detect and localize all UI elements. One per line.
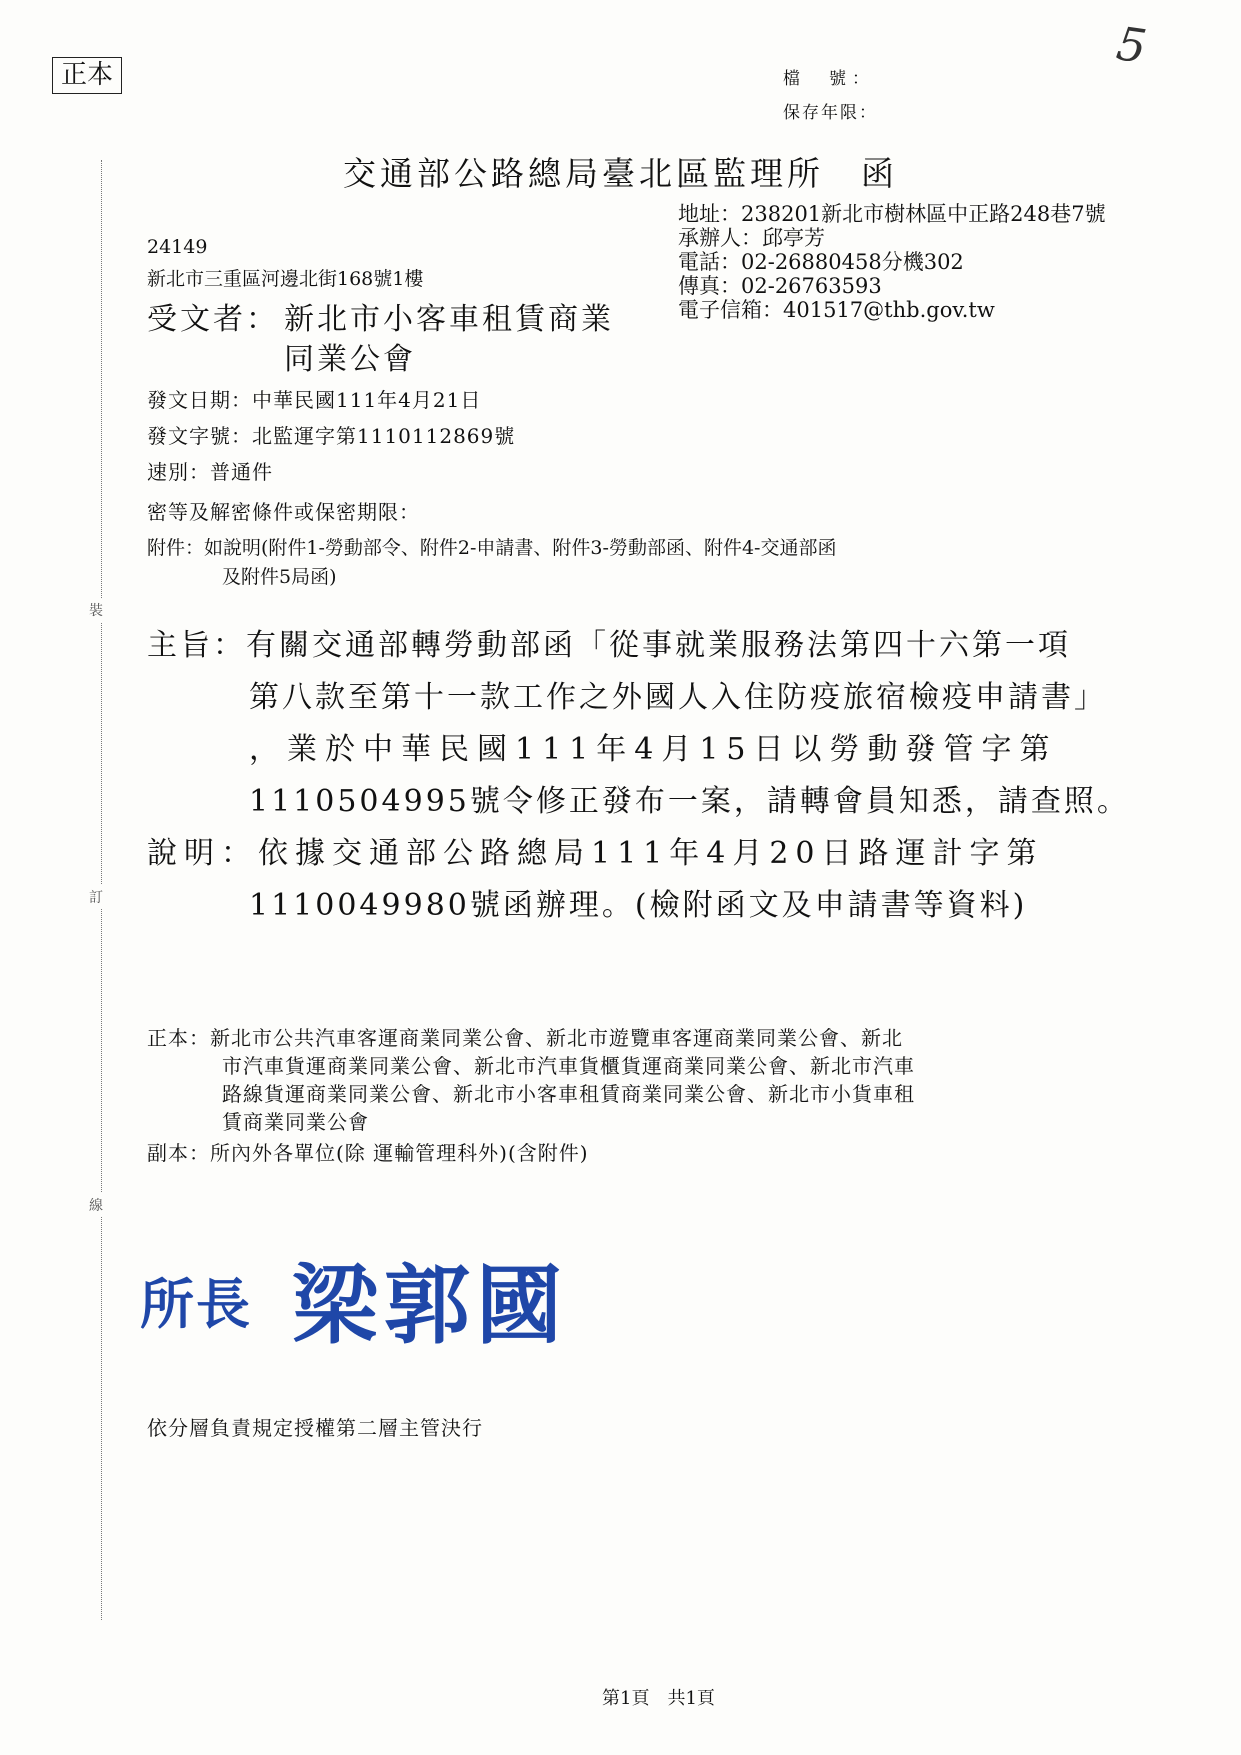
subject-line3: ，業於中華民國111年4月15日以勞動發管字第 bbox=[249, 732, 1058, 767]
original-copy-stamp: 正本 bbox=[52, 57, 122, 94]
original-recipients-line1: 正本：新北市公共汽車客運商業同業公會、新北市遊覽車客運商業同業公會、新北 bbox=[147, 1026, 903, 1050]
recipient-label: 受文者： bbox=[147, 302, 279, 337]
handler-line: 承辦人：邱亭芳 bbox=[678, 226, 825, 250]
email-line: 電子信箱：401517@thb.gov.tw bbox=[678, 298, 995, 322]
document-number: 發文字號：北監運字第1110112869號 bbox=[147, 424, 516, 448]
original-recipients-line2: 市汽車貨運商業同業公會、新北市汽車貨櫃貨運商業同業公會、新北市汽車 bbox=[222, 1054, 915, 1078]
binding-mark-ding: 訂 bbox=[89, 885, 103, 909]
director-title-signature: 所長 bbox=[140, 1272, 252, 1336]
issue-date: 發文日期：中華民國111年4月21日 bbox=[147, 388, 482, 412]
binding-mark-xian: 線 bbox=[89, 1193, 103, 1217]
delivery-speed: 速別：普通件 bbox=[147, 460, 273, 484]
subject-line1: 主旨：有關交通部轉勞動部函「從事就業服務法第四十六第一項 bbox=[147, 628, 1071, 663]
postal-code: 24149 bbox=[147, 236, 208, 258]
subject-line2: 第八款至第十一款工作之外國人入住防疫旅宿檢疫申請書」 bbox=[249, 680, 1107, 715]
subject-line4: 1110504995號令修正發布一案，請轉會員知悉，請查照。 bbox=[249, 784, 1130, 819]
explanation-line1: 說明：依據交通部公路總局111年4月20日路運計字第 bbox=[147, 836, 1044, 871]
handwritten-page-mark: 5 bbox=[1113, 16, 1150, 74]
carbon-copy-line: 副本：所內外各單位(除 運輸管理科外)(含附件) bbox=[147, 1141, 589, 1165]
recipient-name-line2: 同業公會 bbox=[284, 342, 416, 377]
page-number: 第1頁 共1頁 bbox=[602, 1688, 715, 1709]
phone-line: 電話：02-26880458分機302 bbox=[678, 250, 964, 274]
contact-info bbox=[678, 202, 1106, 322]
original-recipients-line3: 路線貨運商業同業公會、新北市小客車租賃商業同業公會、新北市小貨車租 bbox=[222, 1082, 915, 1106]
fax-line: 傳真：02-26763593 bbox=[678, 274, 882, 298]
document-title: 交通部公路總局臺北區監理所 函 bbox=[343, 154, 898, 193]
explanation-line2: 1110049980號函辦理。(檢附函文及申請書等資料) bbox=[249, 888, 1028, 923]
attachment-line2: 及附件5局函) bbox=[222, 566, 337, 588]
file-number-label: 檔 號： bbox=[783, 69, 875, 89]
attachment-line1: 附件：如說明(附件1-勞動部令、附件2-申請書、附件3-勞動部函、附件4-交通部函 bbox=[147, 537, 837, 559]
delegation-note: 依分層負責規定授權第二層主管決行 bbox=[147, 1416, 483, 1440]
recipient-name-line1: 新北市小客車租賃商業 bbox=[284, 302, 614, 337]
secrecy-level: 密等及解密條件或保密期限： bbox=[147, 500, 420, 524]
recipient-address: 新北市三重區河邊北街168號1樓 bbox=[147, 268, 424, 290]
binding-mark-zhuang: 裝 bbox=[89, 598, 103, 622]
address-line: 地址：238201新北市樹林區中正路248巷7號 bbox=[678, 202, 1106, 226]
director-name-signature: 梁郭國 bbox=[292, 1255, 568, 1356]
retention-period-label: 保存年限： bbox=[783, 103, 878, 123]
original-recipients-line4: 賃商業同業公會 bbox=[222, 1110, 369, 1134]
